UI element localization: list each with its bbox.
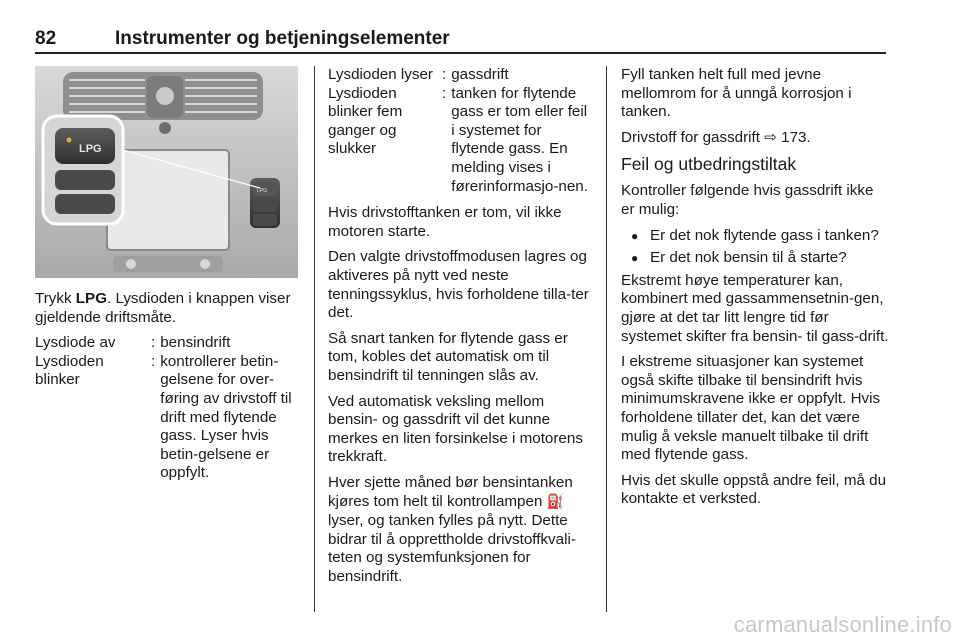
definition-desc: gassdrift xyxy=(451,66,509,83)
dashboard-illustration xyxy=(35,66,298,278)
paragraph-text: lyser, og tanken fylles på nytt. Dette bidrar til å opprettholde drivstoffkvali-teten og systemfunksjonen for bensindrift. xyxy=(328,512,576,585)
lpg-button-label: LPG xyxy=(79,143,102,155)
section-heading: Feil og utbedringstiltak xyxy=(621,154,797,175)
check-list xyxy=(621,227,889,268)
watermark: carmanualsonline.info xyxy=(733,612,952,637)
list-item: ● Er det nok flytende gass i tanken? xyxy=(621,227,889,246)
paragraph: Hvis det skulle oppstå andre feil, må du kontakte et verksted. xyxy=(621,471,887,508)
definition-row xyxy=(328,85,592,197)
page-header xyxy=(35,22,886,52)
definition-desc: kontrollerer betin-gelsene for over-føring av drivstoff til drift med flytende gass. Lyser hvis betin-gelsene er oppfylt. xyxy=(160,352,292,482)
column-divider xyxy=(314,66,315,612)
intro-text-bold: LPG xyxy=(75,290,108,307)
paragraph: Ved automatisk veksling mellom bensin- og gassdrift vil det kunne merkes en liten forsinkelse i motorens trekkraft. xyxy=(328,392,583,466)
paragraph: Hvis drivstofftanken er tom, vil ikke motoren starte. xyxy=(328,204,562,240)
definition-desc: bensindrift xyxy=(160,334,231,352)
column-3 xyxy=(621,66,889,509)
paragraph-text: Drivstoff for gassdrift xyxy=(621,128,765,146)
definition-row xyxy=(35,353,298,483)
definition-term: Lysdioden lyser xyxy=(328,66,433,83)
definition-row xyxy=(328,66,592,85)
definition-row xyxy=(35,334,298,353)
definition-separator: : xyxy=(151,334,156,352)
paragraph: Fyll tanken helt full med jevne mellomrom for å unngå korrosjon i tanken. xyxy=(621,66,852,121)
page-reference-link[interactable]: 173. xyxy=(776,128,811,146)
page-number: 82 xyxy=(35,28,57,49)
fuel-pump-icon: ⛽ xyxy=(546,493,565,510)
paragraph xyxy=(328,474,592,587)
definition-desc: tanken for flytende gass er tom eller feil i systemet for flytende gass. En melding vises i førerinformasjo-nen. xyxy=(451,84,588,195)
definition-separator: : xyxy=(442,66,447,83)
list-item: ● Er det nok bensin til å starte? xyxy=(621,249,889,268)
definition-term: Lysdiode av xyxy=(35,334,116,352)
page-title: Instrumenter og betjeningselementer xyxy=(115,28,450,49)
intro-paragraph xyxy=(35,290,298,327)
paragraph: Den valgte drivstoffmodusen lagres og aktiveres på nytt ved neste tenningssyklus, hvis forholdene tilla-ter det. xyxy=(328,248,589,322)
definition-separator: : xyxy=(442,84,447,102)
paragraph: I ekstreme situasjoner kan systemet også skifte tilbake til bensindrift hvis minimumskravene ikke er oppfylt. Hvis forholdene tillater det, kan det være mulig å veksle manuelt tilbake til drift med flytende gass. xyxy=(621,353,881,464)
paragraph-text: Hver sjette måned bør bensintanken kjøres tom helt til kontrollampen xyxy=(328,473,573,511)
led-status-table xyxy=(328,66,592,196)
paragraph: Kontroller følgende hvis gassdrift ikke er mulig: xyxy=(621,182,874,218)
column-divider xyxy=(606,66,607,612)
lpg-small-label: LPG xyxy=(257,188,268,194)
definition-separator: : xyxy=(151,352,156,370)
paragraph xyxy=(621,129,889,148)
paragraph: Så snart tanken for flytende gass er tom, kobles det automatisk om til bensindrift til tenningen slås av. xyxy=(328,329,568,384)
definition-term: Lysdioden blinker fem ganger og slukker xyxy=(328,84,403,158)
page-reference-arrow-icon: ⇨ xyxy=(764,128,777,146)
intro-text-end: . Lysdioden i knappen viser gjeldende driftsmåte. xyxy=(35,290,291,326)
paragraph: Ekstremt høye temperaturer kan, kombinert med gassammensetnin-gen, gjøre at det tar litt lengre tid før systemet skifter fra bensin- til gass-drift. xyxy=(621,271,889,345)
column-2 xyxy=(328,66,592,586)
led-definition-table xyxy=(35,334,298,483)
column-1 xyxy=(35,290,298,491)
intro-text-start: Trykk xyxy=(35,290,76,307)
definition-term: Lysdioden blinker xyxy=(35,352,104,389)
dashboard-figure xyxy=(35,66,298,278)
header-rule xyxy=(35,52,886,54)
